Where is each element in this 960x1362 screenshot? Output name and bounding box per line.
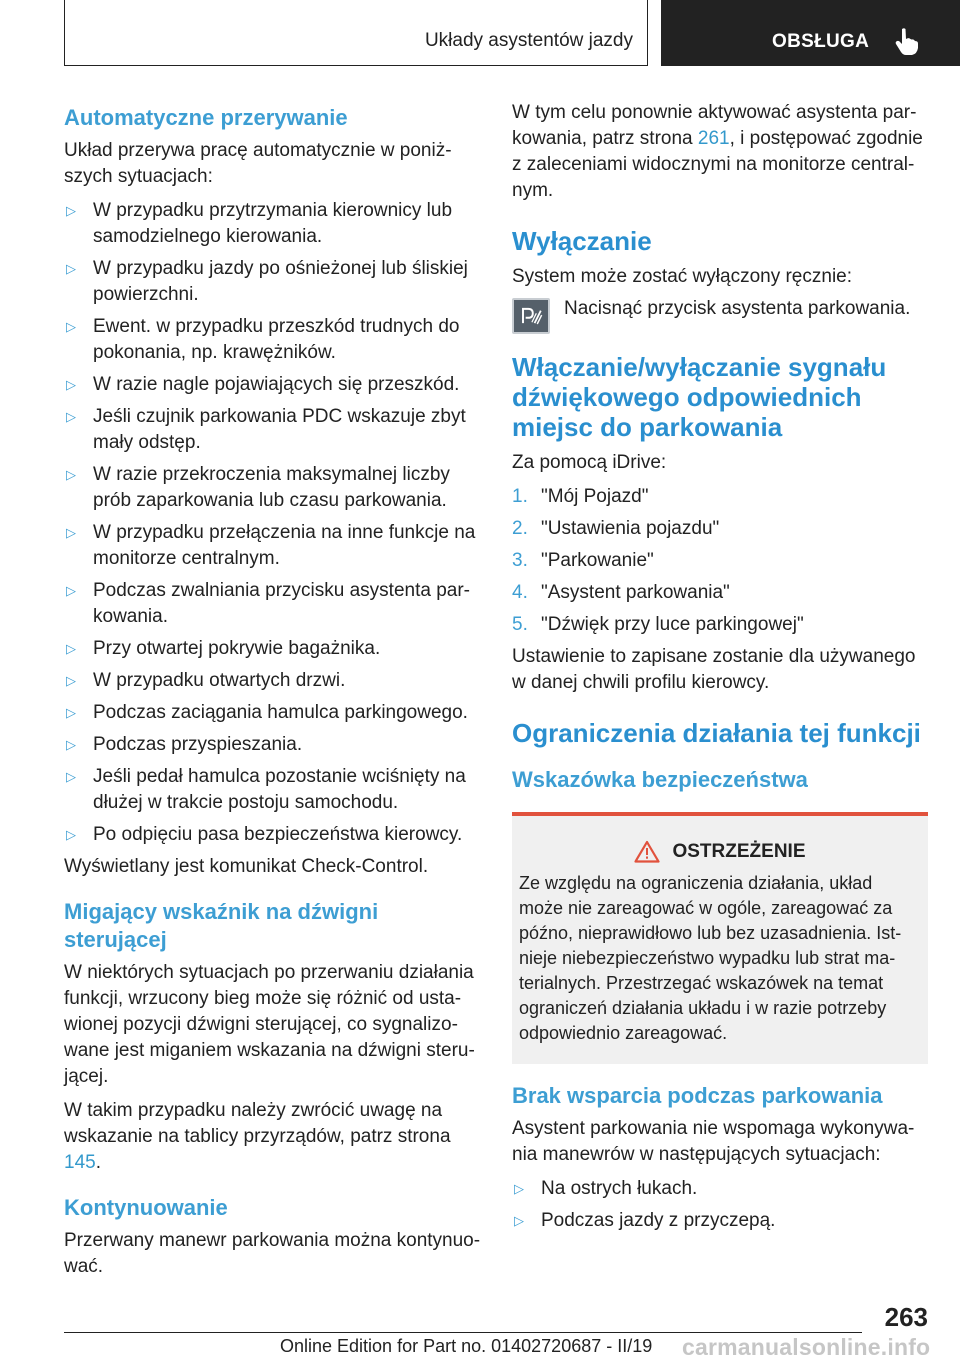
- hand-pointer-icon: [892, 26, 922, 56]
- warning-header: [519, 840, 921, 863]
- safety-heading: Wskazówka bezpieczeństwa: [512, 767, 808, 792]
- warning-title: OSTRZEŻENIE: [672, 840, 806, 862]
- auto-interrupt-intro: Układ przerywa pracę automatycznie w poniż‐szych sytuacjach:: [64, 140, 452, 187]
- list-item: 5. "Dźwięk przy luce parkingowej": [512, 614, 804, 635]
- left-column: [64, 100, 484, 1280]
- switch-off-paragraph: System może zostać wyłączony ręcznie:: [512, 266, 853, 287]
- list-item: ▷ W przypadku przełączenia na inne funkcje na monitorze centralnym.: [66, 522, 476, 569]
- triangle-bullet-icon: ▷: [514, 1181, 524, 1196]
- triangle-bullet-icon: ▷: [66, 261, 76, 276]
- list-item: ▷ Na ostrych łukach.: [512, 1176, 928, 1202]
- no-support-intro: Asystent parkowania nie wspomaga wykonywa‐nia manewrów w następujących sytuacjach:: [512, 1118, 915, 1165]
- triangle-bullet-icon: ▷: [66, 319, 76, 334]
- list-item: ▷ Podczas zaciągania hamulca parkingowego.: [64, 700, 484, 726]
- auto-interrupt-outro: Wyświetlany jest komunikat Check-Control.: [64, 856, 429, 877]
- limits-heading: Ograniczenia działania tej funkcji: [512, 718, 921, 748]
- list-item: ▷ Podczas przyspieszania.: [64, 732, 484, 758]
- triangle-bullet-icon: ▷: [66, 641, 76, 656]
- triangle-bullet-icon: ▷: [66, 203, 76, 218]
- list-item: ▷ W przypadku przytrzymania kierownicy lub samodzielnego kierowania.: [66, 200, 453, 247]
- switch-off-heading: Wyłączanie: [512, 226, 652, 256]
- section-title: Układy asystentów jazdy: [424, 30, 633, 51]
- watermark: carmanualsonline.info: [682, 1334, 931, 1360]
- triangle-bullet-icon: ▷: [66, 705, 76, 720]
- warning-box: [512, 812, 928, 1064]
- triangle-bullet-icon: ▷: [66, 737, 76, 752]
- sound-toggle-outro: Ustawienie to zapisane zostanie dla używanego w danej chwili profilu kierowcy.: [512, 646, 916, 693]
- list-item: ▷ Podczas jazdy z przyczepą.: [512, 1208, 928, 1234]
- list-item: 2. "Ustawienia pojazdu": [512, 518, 720, 539]
- triangle-bullet-icon: ▷: [66, 583, 76, 598]
- chapter-tab: [661, 0, 960, 66]
- triangle-bullet-icon: ▷: [66, 525, 76, 540]
- page-link-261[interactable]: 261: [697, 128, 730, 149]
- list-item: ▷ W przypadku jazdy po ośnieżonej lub śliskiej powierzchni.: [66, 258, 468, 305]
- list-item: ▷ W razie nagle pojawiających się przeszkód.: [64, 372, 484, 398]
- edition-text: Online Edition for Part no. 01402720687 - II/19: [280, 1336, 653, 1356]
- triangle-bullet-icon: ▷: [66, 377, 76, 392]
- list-item: ▷ Jeśli czujnik parkowania PDC wskazuje zbyt mały odstęp.: [66, 406, 466, 453]
- parking-button-instruction: [512, 296, 928, 338]
- continue-heading: Kontynuowanie: [64, 1195, 228, 1220]
- right-column: [512, 100, 928, 1240]
- list-item: ▷ Ewent. w przypadku przeszkód trudnych do pokonania, np. krawężników.: [66, 316, 460, 363]
- continue-paragraph: Przerwany manewr parkowania można kontynuo‐wać.: [64, 1230, 481, 1277]
- blink-indicator-heading: Migający wskaźnik na dźwigni sterującej: [64, 899, 379, 952]
- list-item: ▷ W razie przekroczenia maksymalnej liczby prób zaparkowania lub czasu parkowania.: [66, 464, 450, 511]
- parking-button-text: Nacisnąć przycisk asystenta parkowania.: [564, 298, 911, 319]
- sound-toggle-heading: Włączanie/wyłączanie sygnału dźwiękowego odpowiednich miejsc do parkowania: [512, 352, 887, 442]
- chapter-tab-label: OBSŁUGA: [772, 31, 870, 52]
- sound-toggle-intro: Za pomocą iDrive:: [512, 452, 667, 473]
- list-item: ▷ Podczas zwalniania przycisku asystenta par‐kowania.: [66, 580, 471, 627]
- blink-indicator-reference: W takim przypadku należy zwrócić uwagę na wskazanie na tablicy przyrządów, patrz strona 145.: [64, 1100, 451, 1173]
- no-support-list: [512, 1176, 928, 1234]
- triangle-bullet-icon: ▷: [66, 827, 76, 842]
- page-link-145[interactable]: 145: [64, 1152, 96, 1173]
- reactivate-paragraph: W tym celu ponownie aktywować asystenta par‐kowania, patrz strona 261, i postępować zgodnie z zaleceniami widocznymi na monitorze central‐nym.: [512, 102, 923, 201]
- warning-text: Ze względu na ograniczenia działania, układ może nie zareagować w ogóle, zareagować za późno, nieprawidłowo lub bez uzasadnienia. Ist‐nieje niebezpieczeństwo wypadku lub strat ma‐terialnych. Przestrzegać wskazówek na temat ograniczeń działania układu i w razie potrzeby odpowiednio zareagować.: [519, 873, 902, 1043]
- sound-toggle-steps: [512, 484, 928, 638]
- header-box: [64, 0, 648, 66]
- list-item: 1. "Mój Pojazd": [512, 486, 649, 507]
- list-item: ▷ Jeśli pedał hamulca pozostanie wciśnięty na dłużej w trakcie postoju samochodu.: [66, 766, 466, 813]
- list-item: ▷ Po odpięciu pasa bezpieczeństwa kierowcy.: [64, 822, 484, 848]
- warning-triangle-icon: [634, 840, 660, 863]
- list-item: 4. "Asystent parkowania": [512, 582, 730, 603]
- page-number: 263: [884, 1302, 928, 1332]
- triangle-bullet-icon: ▷: [66, 409, 76, 424]
- auto-interrupt-list: [64, 198, 484, 848]
- triangle-bullet-icon: ▷: [66, 467, 76, 482]
- auto-interrupt-heading: Automatyczne przerywanie: [64, 105, 348, 130]
- list-item: 3. "Parkowanie": [512, 550, 654, 571]
- blink-indicator-paragraph: W niektórych sytuacjach po przerwaniu działania funkcji, wrzucony bieg może się różnić od usta‐wionej pozycji dźwigni sterującej, co sygnalizo‐wane jest miganiem wskazania na dźwigni steru‐jącej.: [64, 962, 475, 1087]
- no-support-heading: Brak wsparcia podczas parkowania: [512, 1083, 883, 1108]
- triangle-bullet-icon: ▷: [66, 673, 76, 688]
- parking-assistant-button-icon: [512, 298, 550, 334]
- triangle-bullet-icon: ▷: [66, 769, 76, 784]
- list-item: ▷ Przy otwartej pokrywie bagażnika.: [64, 636, 484, 662]
- list-item: ▷ W przypadku otwartych drzwi.: [64, 668, 484, 694]
- triangle-bullet-icon: ▷: [514, 1213, 524, 1228]
- footer-divider: [64, 1332, 862, 1333]
